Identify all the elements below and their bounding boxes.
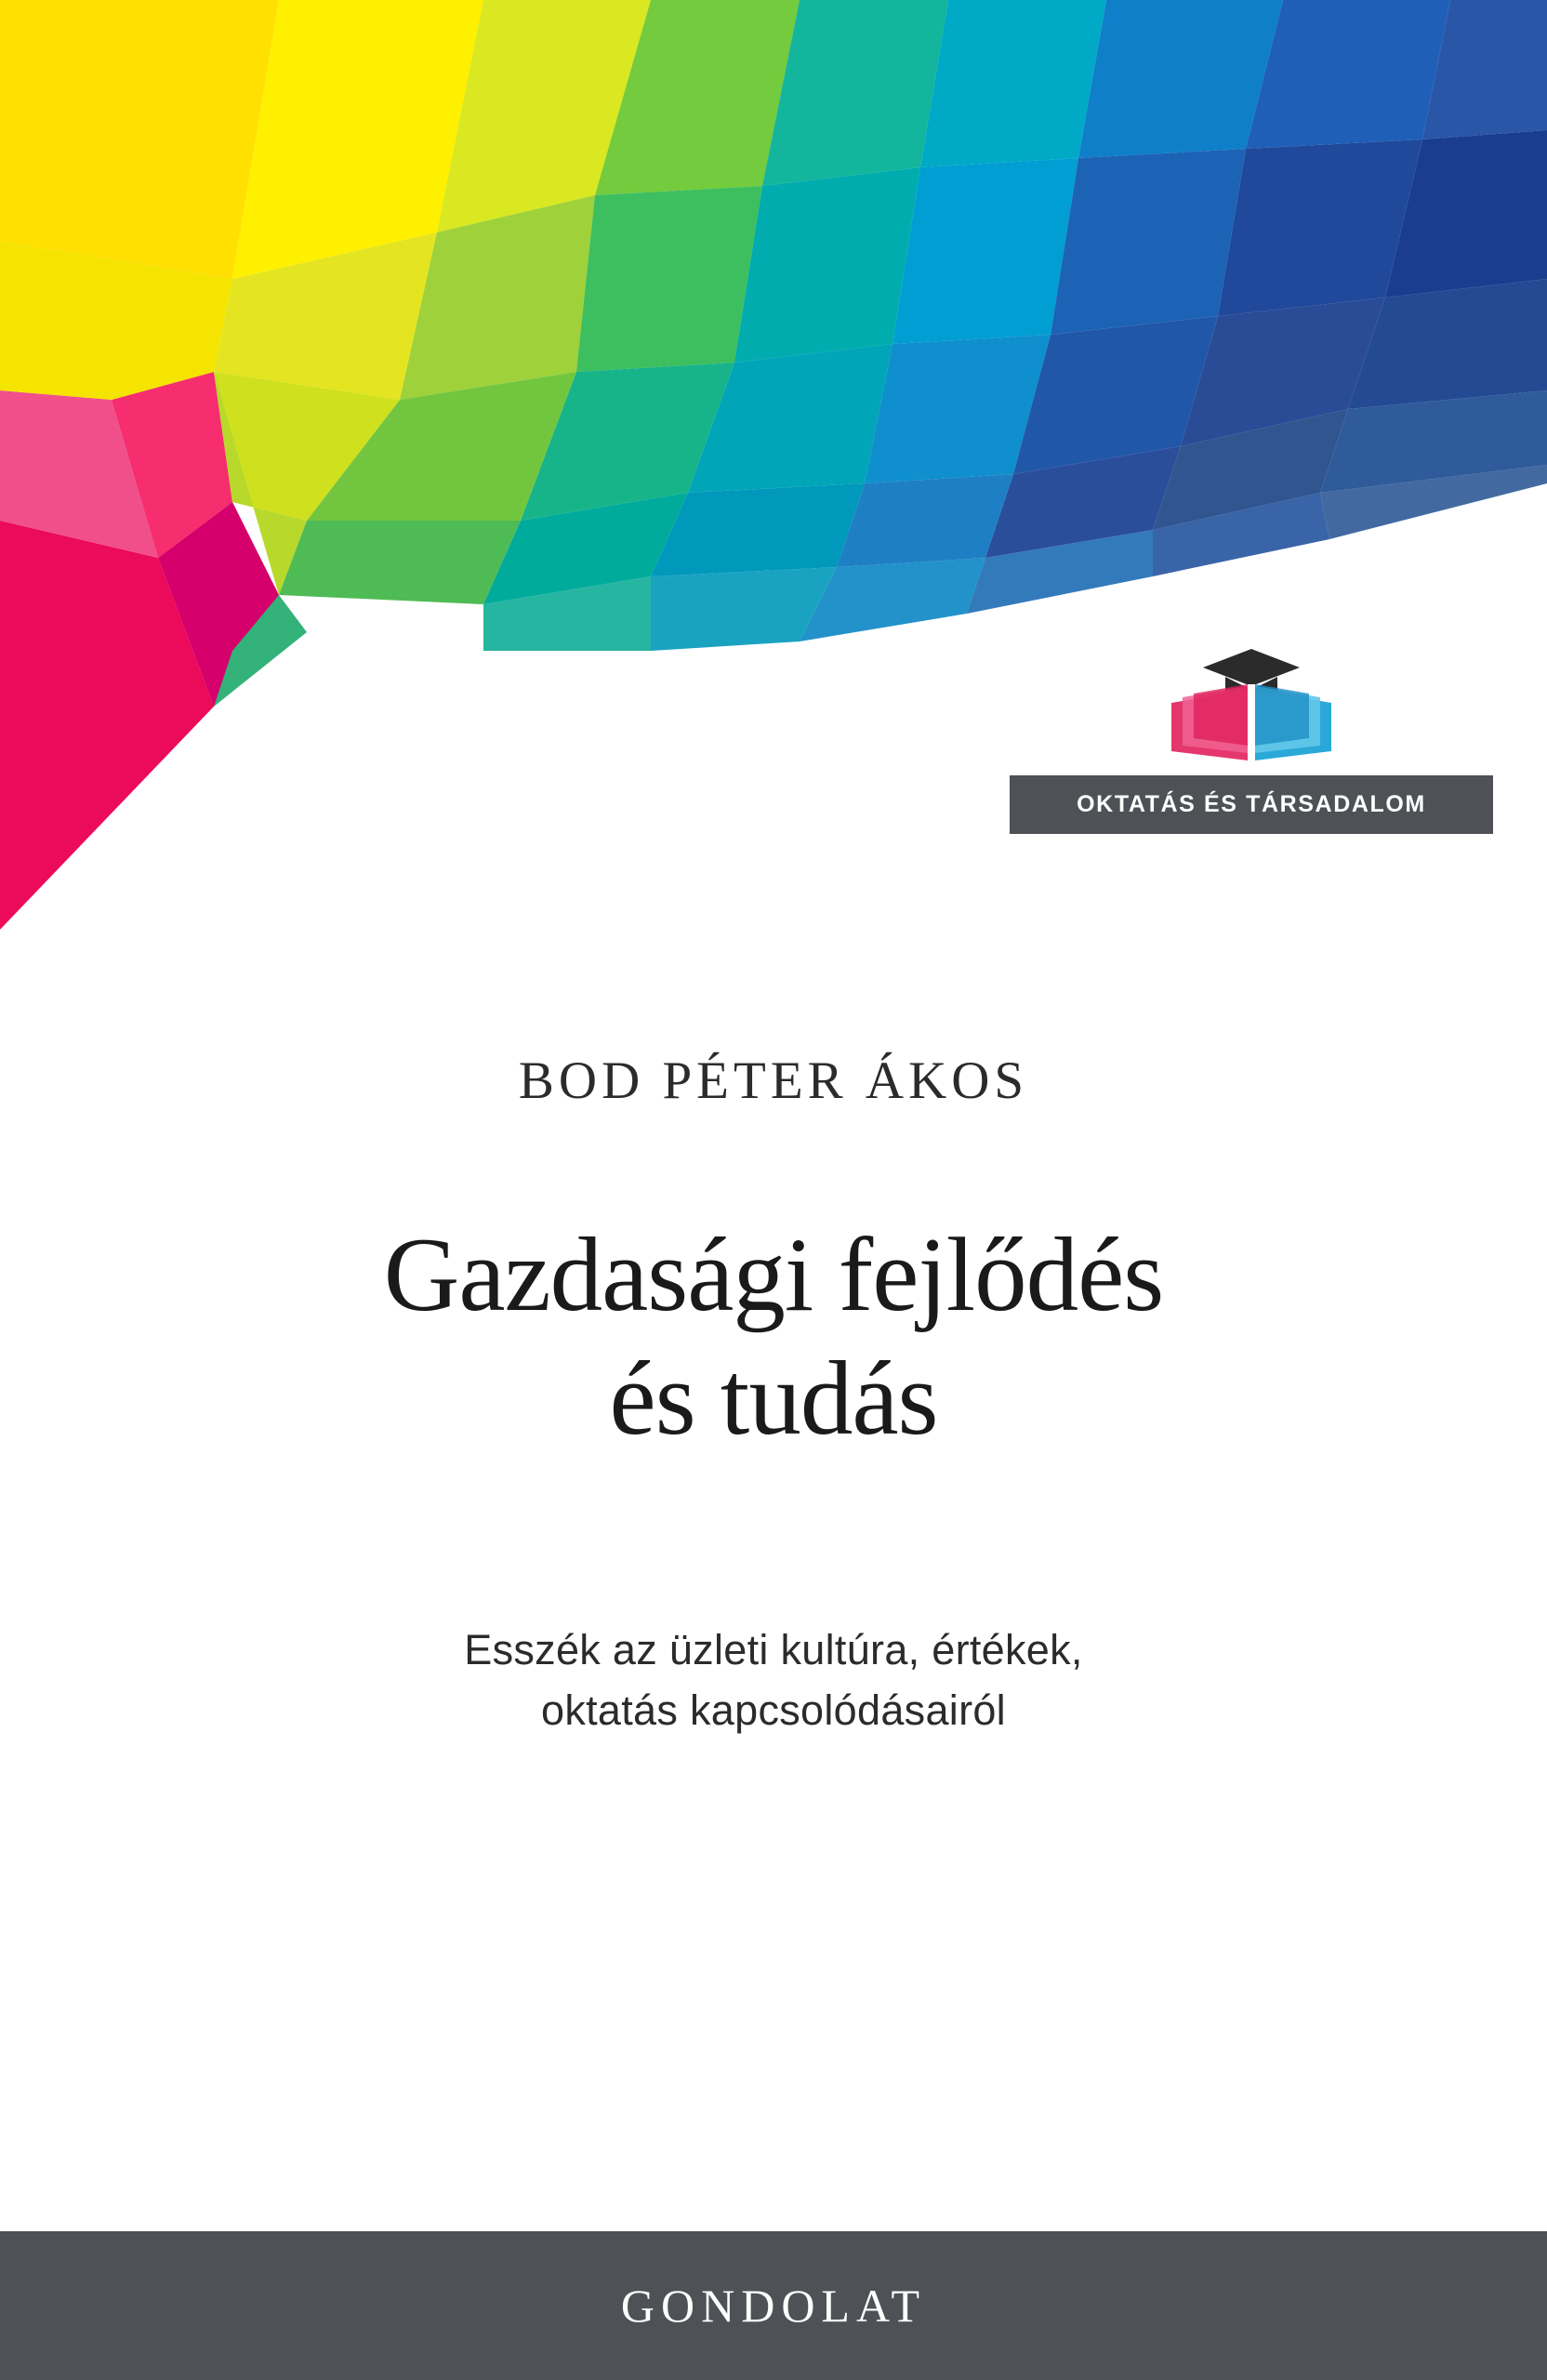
cover-text-block (0, 1051, 1547, 1740)
graduation-book-icon (1158, 641, 1344, 772)
book-title (0, 1213, 1547, 1461)
author-name: BOD PÉTER ÁKOS (518, 1051, 1029, 1110)
series-badge (1010, 641, 1493, 834)
series-label: OKTATÁS ÉS TÁRSADALOM (1010, 775, 1493, 834)
book-title-line-1: Gazdasági fejlődés (383, 1217, 1164, 1333)
book-subtitle (0, 1620, 1547, 1741)
book-subtitle-line-1: Esszék az üzleti kultúra, értékek, (464, 1625, 1083, 1673)
book-subtitle-line-2: oktatás kapcsolódásairól (541, 1686, 1006, 1734)
publisher-name: GONDOLAT (620, 2280, 927, 2332)
book-title-line-2: és tudás (609, 1341, 938, 1458)
publisher-bar (0, 2231, 1547, 2380)
